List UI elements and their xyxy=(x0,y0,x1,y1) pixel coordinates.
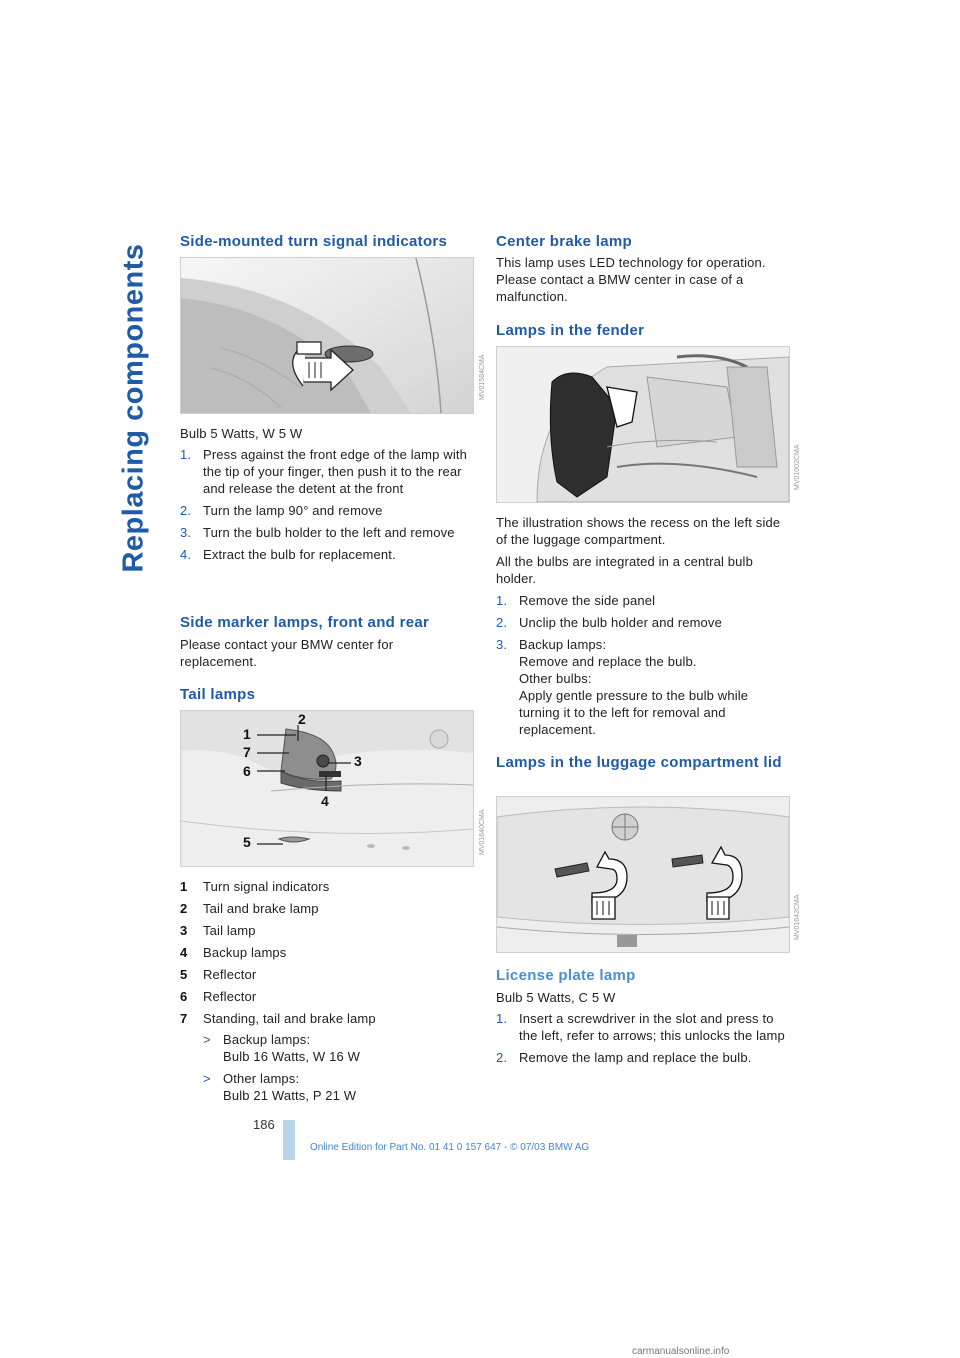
footer-watermark: carmanualsonline.info xyxy=(632,1346,730,1357)
callout-6: 6 xyxy=(243,763,251,779)
list-item: 2. Turn the lamp 90° and remove xyxy=(180,503,383,518)
list-item: 6 Reflector xyxy=(180,989,257,1004)
fender-text-2: All the bulbs are integrated in a central bulb holder. xyxy=(496,554,753,586)
fender-text-1: The illustration shows the recess on the left side of the luggage compartment. xyxy=(496,515,781,547)
callout-1: 1 xyxy=(243,726,251,742)
heading-turn-signal: Side-mounted turn signal indicators xyxy=(180,233,448,250)
list-item: 2. Remove the lamp and replace the bulb. xyxy=(496,1050,752,1065)
luggage-lid-illustration xyxy=(497,797,789,952)
callout-2: 2 xyxy=(298,711,306,727)
heading-side-marker: Side marker lamps, front and rear xyxy=(180,614,430,631)
license-bulb: Bulb 5 Watts, C 5 W xyxy=(496,990,616,1005)
list-item: 2 Tail and brake lamp xyxy=(180,901,319,916)
figure-tail-lamps xyxy=(180,710,474,867)
list-item: 1. Press against the front edge of the lamp with the tip of your finger, then push it to the rear and release the detent at the front xyxy=(180,447,468,496)
bullet-arrow-icon: > xyxy=(203,1071,211,1086)
section-title-text: Replacing components xyxy=(117,243,150,573)
list-item: > Other lamps: Bulb 21 Watts, P 21 W xyxy=(203,1071,357,1103)
list-item: 3. Backup lamps: Remove and replace the bulb. Other bulbs: Apply gentle pressure to the bulb while turning it to the left for removal and replacement. xyxy=(496,637,749,737)
list-item: 4 Backup lamps xyxy=(180,945,287,960)
figure-code-fender: MV01002CMA xyxy=(794,444,801,490)
list-item: 1. Insert a screwdriver in the slot and press to the left, refer to arrows; this unlocks the lamp xyxy=(496,1011,785,1043)
list-item: 2. Unclip the bulb holder and remove xyxy=(496,615,722,630)
bullet-arrow-icon: > xyxy=(203,1032,211,1047)
list-item: 7 Standing, tail and brake lamp > Backup lamps: Bulb 16 Watts, W 16 W > Other lamps: Bulb 21 Watts, P 21 W xyxy=(180,1010,472,1104)
callout-7: 7 xyxy=(243,744,251,760)
tail-lamps-legend xyxy=(180,878,472,1109)
footer-edition: Online Edition for Part No. 01 41 0 157 647 - © 07/03 BMW AG xyxy=(310,1142,590,1153)
figure-code-luggage-lid: MV01642CMA xyxy=(794,894,801,940)
turn-signal-steps xyxy=(180,446,472,568)
page-number: 186 xyxy=(253,1117,275,1132)
list-item: 1. Remove the side panel xyxy=(496,593,656,608)
section-side-title xyxy=(112,228,156,588)
heading-license-plate: License plate lamp xyxy=(496,967,636,984)
figure-code-turn-signal: MV01584CMA xyxy=(479,354,486,400)
callout-4: 4 xyxy=(321,793,329,809)
figure-fender xyxy=(496,346,790,503)
list-item: 1 Turn signal indicators xyxy=(180,879,330,894)
turn-signal-bulb: Bulb 5 Watts, W 5 W xyxy=(180,426,303,441)
callout-5: 5 xyxy=(243,834,251,850)
callout-3: 3 xyxy=(354,753,362,769)
figure-luggage-lid xyxy=(496,796,790,953)
figure-turn-signal xyxy=(180,257,474,414)
list-item: 4. Extract the bulb for replacement. xyxy=(180,547,396,562)
list-item: 3 Tail lamp xyxy=(180,923,256,938)
list-item: 5 Reflector xyxy=(180,967,257,982)
tail-lamps-illustration xyxy=(181,711,473,866)
heading-fender: Lamps in the fender xyxy=(496,322,645,339)
fender-illustration xyxy=(497,347,789,502)
list-item: 3. Turn the bulb holder to the left and remove xyxy=(180,525,455,540)
side-marker-text: Please contact your BMW center for replacement. xyxy=(180,637,394,669)
page-margin-bar xyxy=(283,1120,295,1160)
heading-tail-lamps: Tail lamps xyxy=(180,686,256,703)
fender-steps xyxy=(496,592,788,743)
bulb-bullets xyxy=(203,1031,472,1104)
license-steps xyxy=(496,1010,788,1071)
list-item: > Backup lamps: Bulb 16 Watts, W 16 W xyxy=(203,1032,361,1064)
heading-luggage-lid: Lamps in the luggage compartment lid xyxy=(496,754,782,771)
turn-signal-illustration xyxy=(181,258,473,413)
heading-center-brake: Center brake lamp xyxy=(496,233,632,250)
figure-code-tail-lamps: MV01640CMA xyxy=(479,809,486,855)
center-brake-text: This lamp uses LED technology for operation. Please contact a BMW center in case of a malfunction. xyxy=(496,255,766,304)
